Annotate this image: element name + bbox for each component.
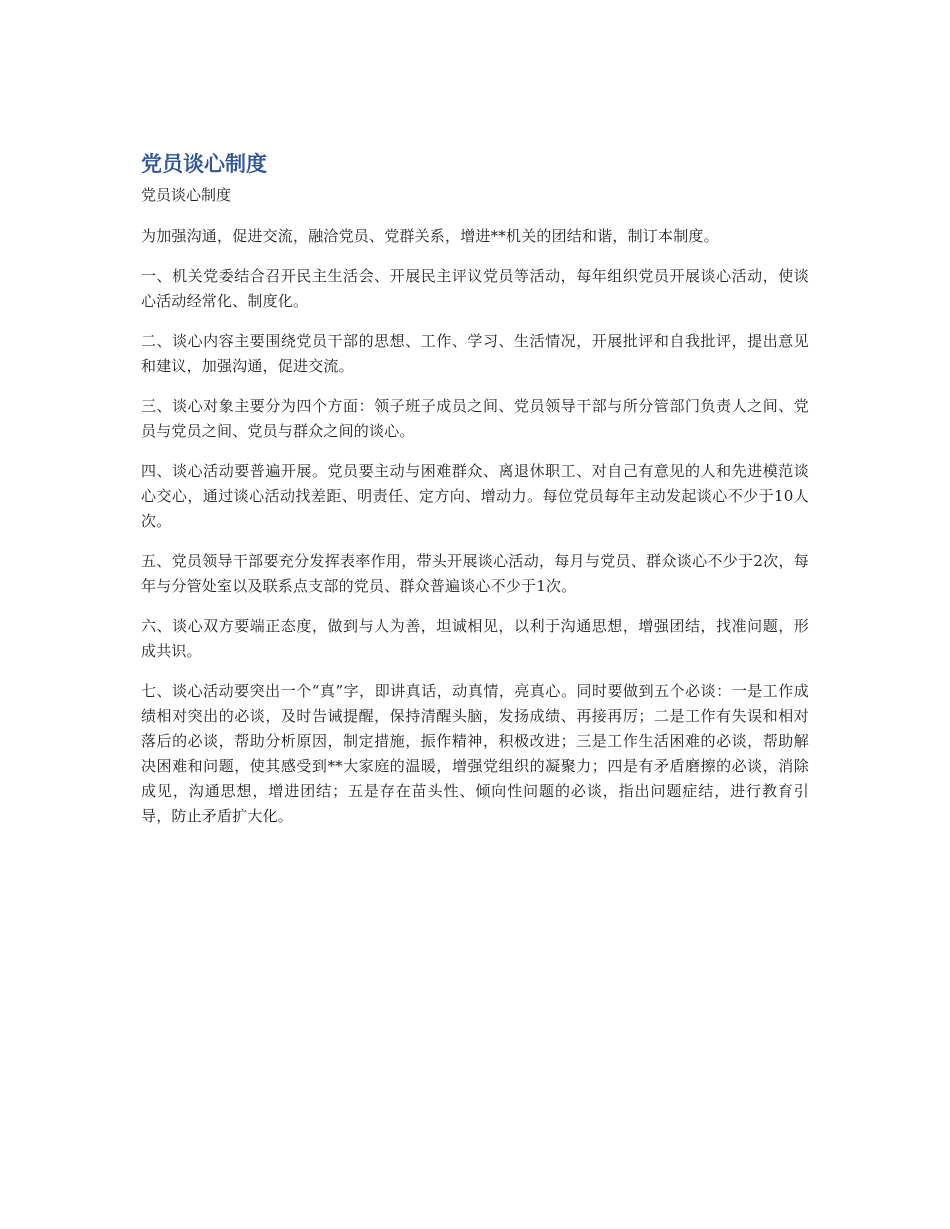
paragraph-item-3: 三、谈心对象主要分为四个方面：领子班子成员之间、党员领导干部与所分管部门负责人之间、党员与党员之间、党员与群众之间的谈心。 <box>141 397 809 440</box>
document-subtitle: 党员谈心制度 <box>141 186 232 204</box>
paragraph-item-4: 四、谈心活动要普遍开展。党员要主动与困难群众、离退休职工、对自己有意见的人和先进模范谈心交心，通过谈心活动找差距、明责任、定方向、增动力。每位党员每年主动发起谈心不少于10人次。 <box>141 462 809 530</box>
paragraph-item-2: 二、谈心内容主要围绕党员干部的思想、工作、学习、生活情况，开展批评和自我批评，提出意见和建议，加强沟通，促进交流。 <box>141 332 809 375</box>
document-page <box>141 148 809 829</box>
paragraph-item-7: 七、谈心活动要突出一个“真”字，即讲真话，动真情，亮真心。同时要做到五个必谈：一是工作成绩相对突出的必谈，及时告诫提醒，保持清醒头脑，发扬成绩、再接再厉；二是工作有失误和相对落后的必谈，帮助分析原因，制定措施，振作精神，积极改进；三是工作生活困难的必谈，帮助解决困难和问题，使其感受到**大家庭的温暖，增强党组织的凝聚力；四是有矛盾磨擦的必谈，消除成见，沟通思想，增进团结；五是存在苗头性、倾向性问题的必谈，指出问题症结，进行教育引导，防止矛盾扩大化。 <box>141 682 809 825</box>
paragraph-item-1: 一、机关党委结合召开民主生活会、开展民主评议党员等活动，每年组织党员开展谈心活动，使谈心活动经常化、制度化。 <box>141 267 809 310</box>
paragraph-item-5: 五、党员领导干部要充分发挥表率作用，带头开展谈心活动，每月与党员、群众谈心不少于2次，每年与分管处室以及联系点支部的党员、群众普遍谈心不少于1次。 <box>141 552 809 595</box>
document-title: 党员谈心制度 <box>141 152 267 176</box>
paragraph-intro: 为加强沟通，促进交流，融洽党员、党群关系，增进**机关的团结和谐，制订本制度。 <box>141 227 719 245</box>
paragraph-item-6: 六、谈心双方要端正态度，做到与人为善，坦诚相见，以利于沟通思想，增强团结，找准问题，形成共识。 <box>141 617 809 660</box>
